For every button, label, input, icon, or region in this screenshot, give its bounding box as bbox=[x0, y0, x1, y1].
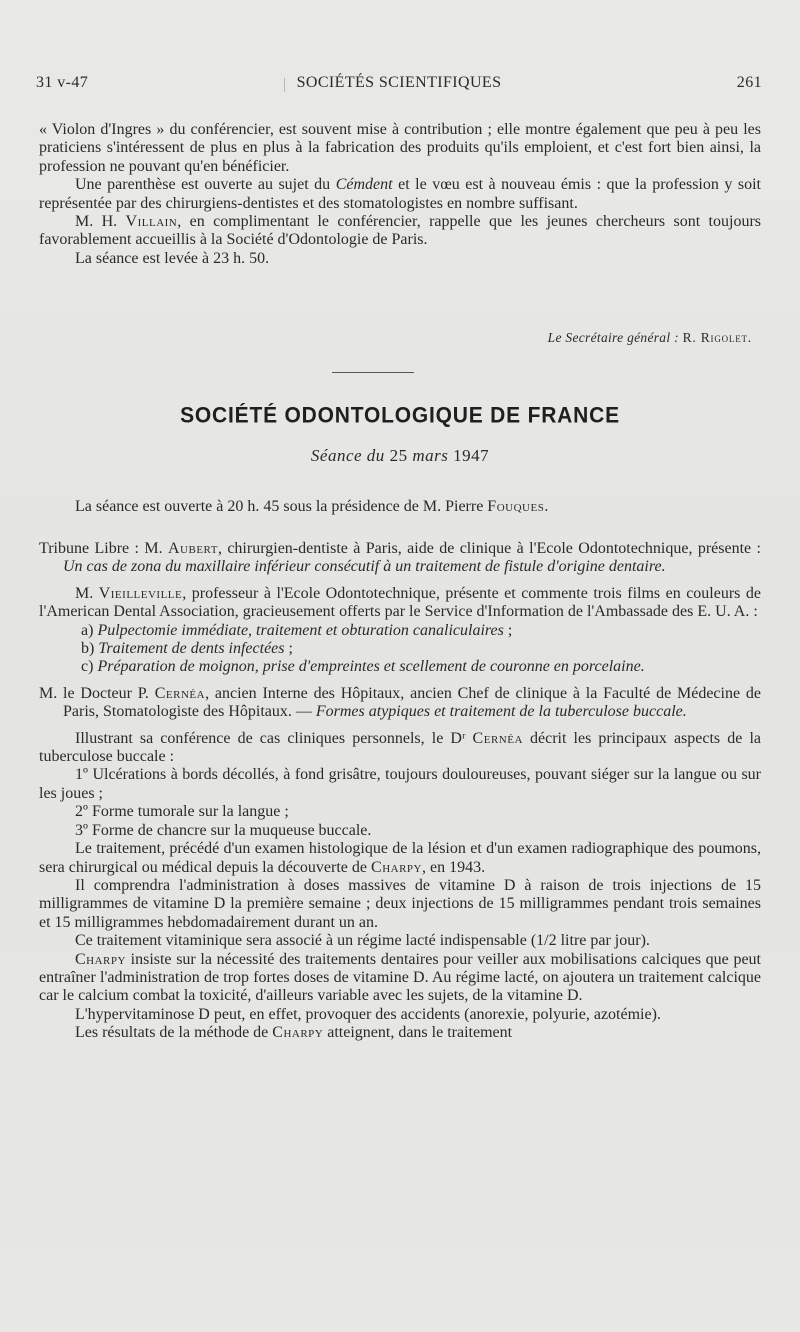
emphasis-cemdent: Cémdent bbox=[335, 176, 393, 194]
paragraph-violon: « Violon d'Ingres » du conférencier, est souvent mise à contribution ; elle montre également que peu à peu les praticiens s'intéressent de plus en plus à la fabrication des produits qu'ils emploient, et c'est fort bien ainsi, la profession ne pouvant qu'en bénéficier. bbox=[39, 121, 761, 175]
running-header bbox=[36, 74, 762, 98]
name-charpy: Charpy bbox=[75, 950, 126, 968]
name-cernea: Cernéa bbox=[472, 729, 523, 747]
name-charpy: Charpy bbox=[272, 1024, 324, 1042]
name-cernea: Cernéa bbox=[154, 684, 206, 702]
header-section-title: SOCIÉTÉS SCIENTIFIQUES bbox=[296, 74, 502, 91]
tribune-title: Un cas de zona du maxillaire inférieur consécutif à un traitement de fistule d'origine dentaire. bbox=[63, 558, 666, 576]
name-vieilleville: Vieilleville bbox=[98, 584, 183, 602]
form-item: 2º Forme tumorale sur la langue ; bbox=[75, 803, 289, 821]
session-text bbox=[39, 540, 761, 1043]
previous-section-text bbox=[39, 121, 761, 268]
secretary-name: R. Rigolet. bbox=[682, 330, 752, 345]
paragraph-tribune: Tribune Libre : M. Aubert, chirurgien-dentiste à Paris, aide de clinique à l'Ecole Odontotechnique, présente : Un cas de zona du maxillaire inférieur consécutif à un traitement de fistule d'origine dentaire. bbox=[39, 540, 761, 576]
paragraph-cernea: M. le Docteur P. Cernéa, ancien Interne des Hôpitaux, ancien Chef de clinique à la Faculté de Médecine de Paris, Stomatologiste des Hôpitaux. — Formes atypiques et traitement de la tuberculose buccale. bbox=[39, 684, 761, 721]
paragraph-regime: Ce traitement vitaminique sera associé à un régime lacté indispensable (1/2 litre par jour). bbox=[75, 932, 650, 950]
paragraph-seance-levee: La séance est levée à 23 h. 50. bbox=[75, 249, 270, 267]
paragraph-parenthese: Une parenthèse est ouverte au sujet du Cémdent et le vœu est à nouveau émis : que la profession y soit représentée par des chirurgiens-dentistes et des stomatologistes en nombre suffisant. bbox=[39, 176, 762, 212]
session-date: Séance du 25 mars 1947 bbox=[310, 446, 490, 465]
section-divider bbox=[332, 372, 414, 373]
secretary-signature: Le Secrétaire général : R. Rigolet. bbox=[547, 330, 752, 345]
name-villain: Villain bbox=[125, 213, 178, 231]
film-item: a) Pulpectomie immédiate, traitement et obturation canaliculaires ; bbox=[81, 621, 513, 639]
film-item: c) Préparation de moignon, prise d'empreintes et scellement de couronne en porcelaine. bbox=[81, 658, 645, 676]
paragraph-vieilleville: M. Vieilleville, professeur à l'Ecole Odontotechnique, présente et commente trois films en couleurs de l'American Dental Association, gracieusement offerts par le Service d'Information de l'Ambassade des E. U. A. : bbox=[39, 584, 761, 621]
name-charpy: Charpy bbox=[371, 858, 422, 876]
paragraph-charpy: Charpy insiste sur la nécessité des traitements dentaires pour veiller aux mobilisations calciques que peut entraîner l'administration de trop fortes doses de vitamine D. Au régime lacté, on ajoutera un traitement calcique car le calcium combat la toxicité, d'ailleurs variable avec les sujets, de la vitamine D. bbox=[39, 950, 761, 1005]
cernea-title: Formes atypiques et traitement de la tuberculose buccale. bbox=[315, 703, 687, 721]
paragraph-villain: M. H. Villain, en complimentant le conférencier, rappelle que les jeunes chercheurs sont toujours favorablement accueillis à la Société d'Odontologie de Paris. bbox=[39, 213, 762, 249]
page-number: 261 bbox=[736, 74, 762, 91]
name-aubert: Aubert bbox=[167, 540, 218, 557]
form-item: 3º Forme de chancre sur la muqueuse buccale. bbox=[75, 821, 372, 839]
name-fouques: Fouques bbox=[487, 498, 545, 515]
paragraph-hypervitaminose: L'hypervitaminose D peut, en effet, provoquer des accidents (anorexie, polyurie, azotémie). bbox=[75, 1005, 661, 1023]
paragraph-opening: La séance est ouverte à 20 h. 45 sous la présidence de M. Pierre Fouques. bbox=[75, 498, 549, 515]
film-item: b) Traitement de dents infectées ; bbox=[81, 640, 293, 658]
paragraph-illustrant: Illustrant sa conférence de cas cliniques personnels, le Dʳ Cernéa décrit les principaux aspects de la tuberculose buccale : bbox=[39, 729, 762, 766]
paragraph-resultats: Les résultats de la méthode de Charpy atteignent, dans le traitement bbox=[75, 1024, 513, 1042]
paragraph-administration: Il comprendra l'administration à doses massives de vitamine D à raison de trois injections de 15 milligrammes de vitamine D la première semaine ; deux injections de 15 milligrammes pendant trois semaines et 15 milligrammes hebdomadairement durant un an. bbox=[39, 876, 761, 931]
header-volume: 31 v-47 bbox=[36, 74, 89, 91]
paragraph-traitement: Le traitement, précédé d'un examen histologique de la lésion et d'un examen radiographique des poumons, sera chirurgical ou médical depuis la découverte de Charpy, en 1943. bbox=[39, 840, 761, 876]
section-title: SOCIÉTÉ ODONTOLOGIQUE DE FRANCE bbox=[180, 403, 620, 428]
form-item: 1º Ulcérations à bords décollés, à fond grisâtre, toujours douloureuses, pouvant siéger sur la langue ou sur les joues ; bbox=[39, 766, 761, 802]
